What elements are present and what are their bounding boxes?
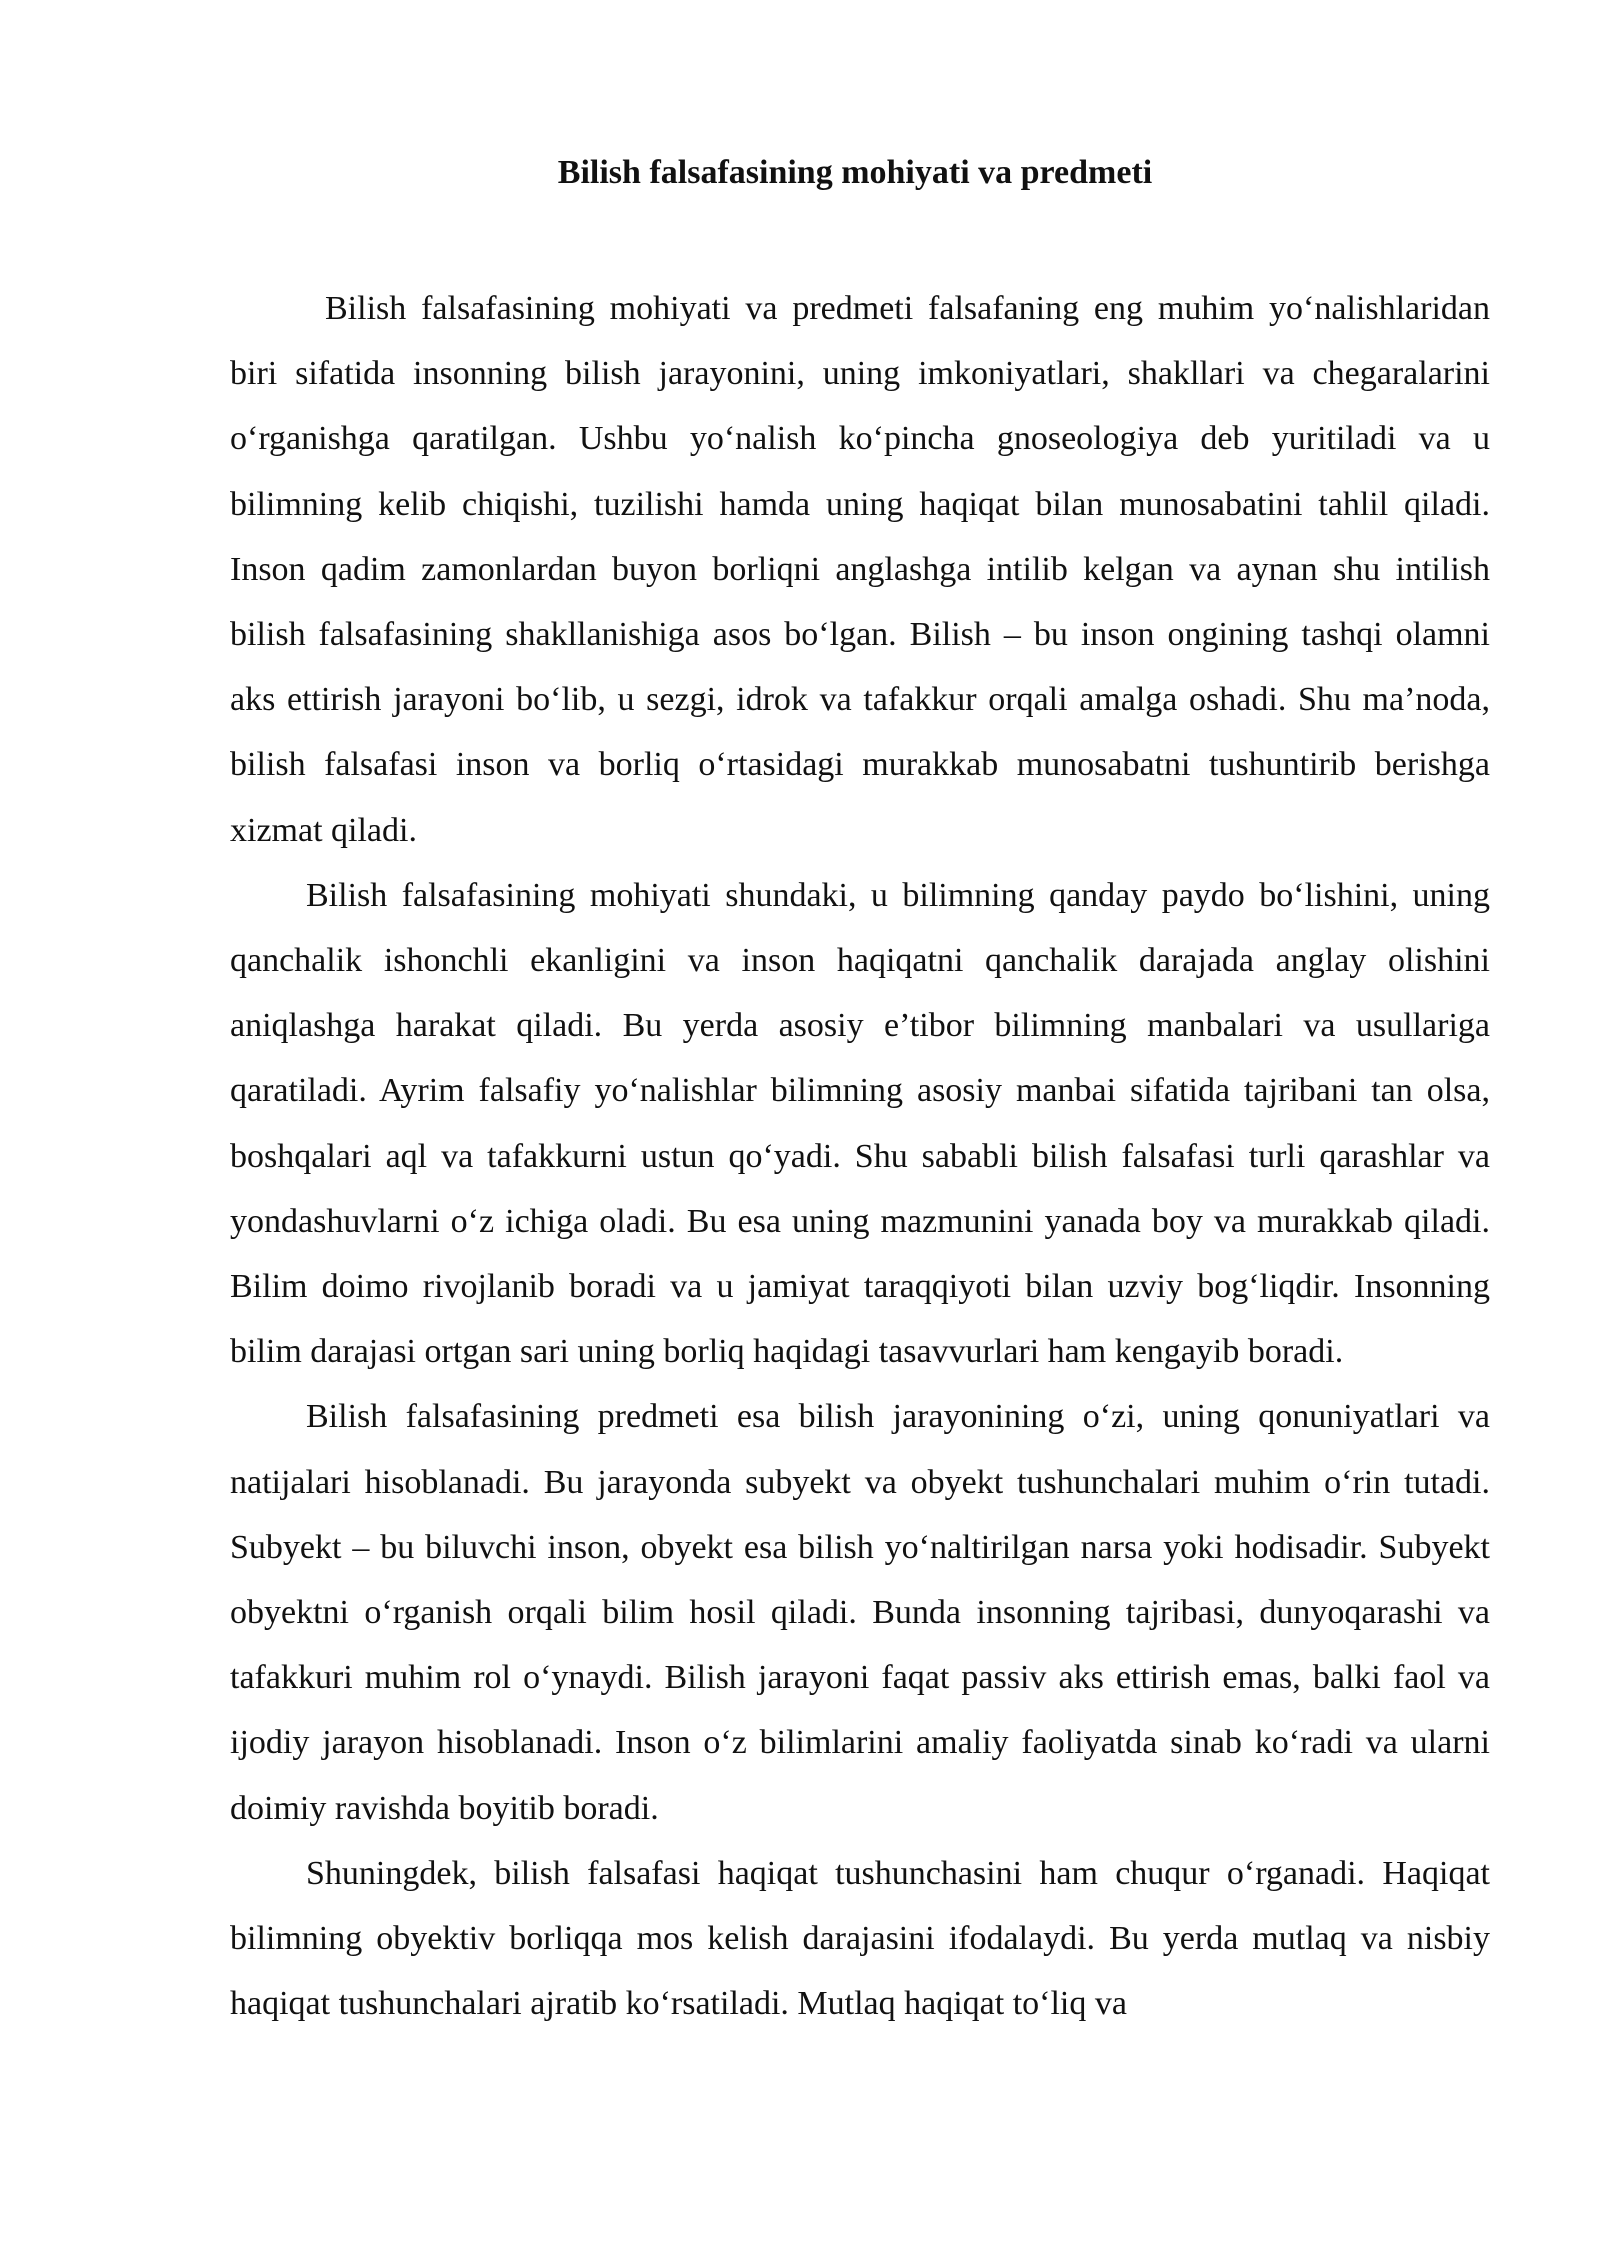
document-body <box>230 276 1490 2036</box>
document-title: Bilish falsafasining mohiyati va predmeti <box>557 154 1153 191</box>
paragraph-4: Shuningdek, bilish falsafasi haqiqat tushunchasini ham chuqur o‘rganadi. Haqiqat bilimning obyektiv borliqqa mos kelish darajasini ifodalaydi. Bu yerda mutlaq va nisbiy haqiqat tushunchalari ajratib ko‘rsatiladi. Mutlaq haqiqat to‘liq va <box>230 1854 1490 2023</box>
paragraph-2: Bilish falsafasining mohiyati shundaki, u bilimning qanday paydo bo‘lishini, uning qanchalik ishonchli ekanligini va inson haqiqatni qanchalik darajada anglay olishini aniqlashga harakat qiladi. Bu yerda asosiy e’tibor bilimning manbalari va usullariga qaratiladi. Ayrim falsafiy yo‘nalishlar bilimning asosiy manbai sifatida tajribani tan olsa, boshqalari aql va tafakkurni ustun qo‘yadi. Shu sababli bilish falsafasi turli qarashlar va yondashuvlarni o‘z ichiga oladi. Bu esa uning mazmunini yanada boy va murakkab qiladi. Bilim doimo rivojlanib boradi va u jamiyat taraqqiyoti bilan uzviy bog‘liqdir. Insonning bilim darajasi ortgan sari uning borliq haqidagi tasavvurlari ham kengayib boradi. <box>230 876 1490 1371</box>
paragraph-3: Bilish falsafasining predmeti esa bilish jarayonining o‘zi, uning qonuniyatlari va natijalari hisoblanadi. Bu jarayonda subyekt va obyekt tushunchalari muhim o‘rin tutadi. Subyekt – bu biluvchi inson, obyekt esa bilish yo‘naltirilgan narsa yoki hodisadir. Subyekt obyektni o‘rganish orqali bilim hosil qiladi. Bunda insonning tajribasi, dunyoqarashi va tafakkuri muhim rol o‘ynaydi. Bilish jarayoni faqat passiv aks ettirish emas, balki faol va ijodiy jarayon hisoblanadi. Inson o‘z bilimlarini amaliy faoliyatda sinab ko‘radi va ularni doimiy ravishda boyitib boradi. <box>230 1398 1490 1827</box>
paragraph-1: Bilish falsafasining mohiyati va predmeti falsafaning eng muhim yo‘nalishlaridan biri sifatida insonning bilish jarayonini, uning imkoniyatlari, shakllari va chegaralarini o‘rganishga qaratilgan. Ushbu yo‘nalish ko‘pincha gnoseologiya deb yuritiladi va u bilimning kelib chiqishi, tuzilishi hamda uning haqiqat bilan munosabatini tahlil qiladi. Inson qadim zamonlardan buyon borliqni anglashga intilib kelgan va aynan shu intilish bilish falsafasining shakllanishiga asos bo‘lgan. Bilish – bu inson ongining tashqi olamni aks ettirish jarayoni bo‘lib, u sezgi, idrok va tafakkur orqali amalga oshadi. Shu ma’noda, bilish falsafasi inson va borliq o‘rtasidagi murakkab munosabatni tushuntirib berishga xizmat qiladi. <box>230 290 1490 849</box>
